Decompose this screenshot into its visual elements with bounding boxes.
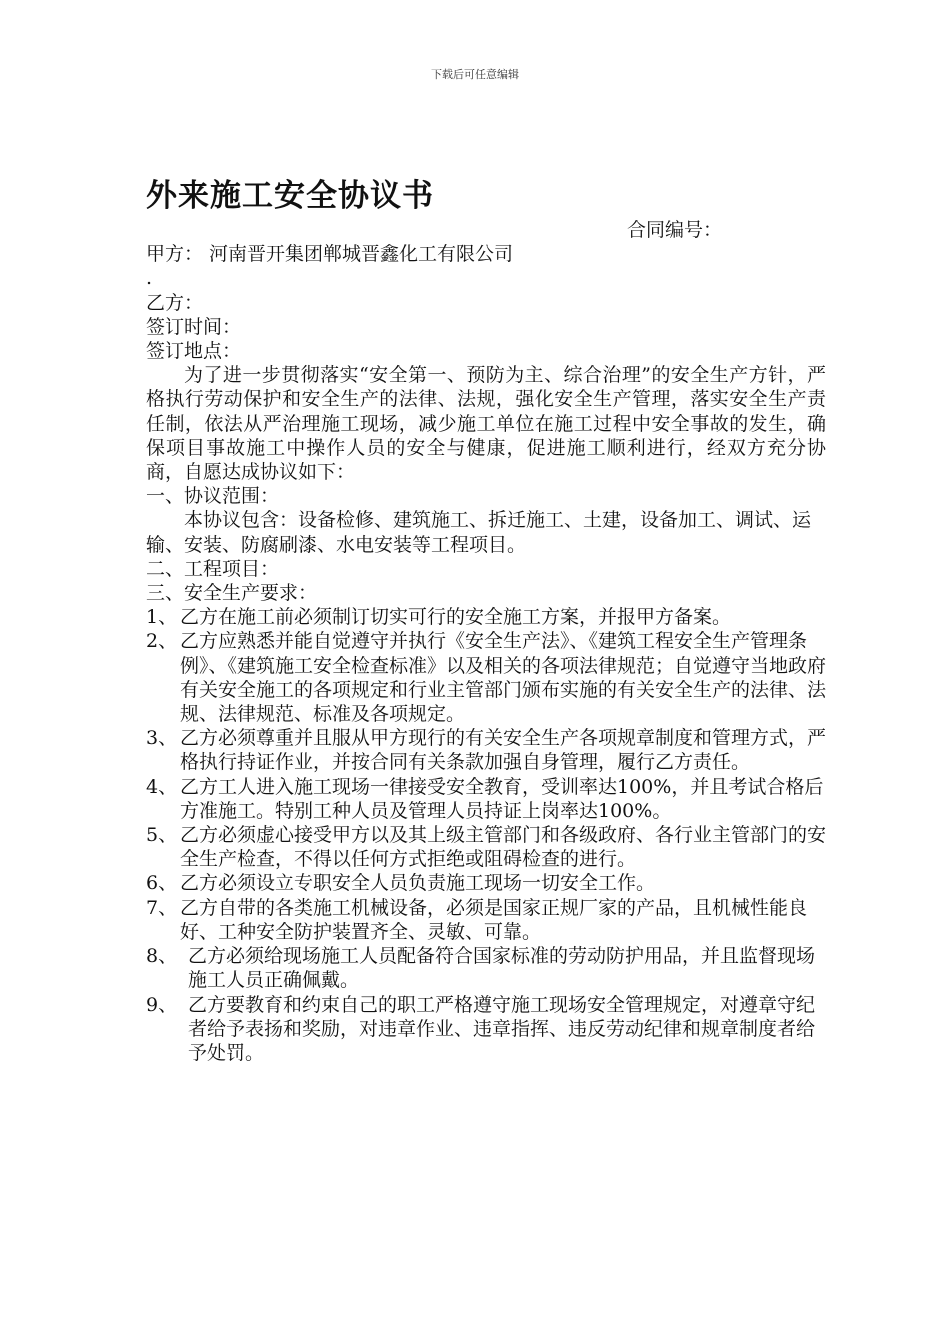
list-item — [146, 775, 826, 823]
stray-dot: . — [146, 267, 153, 290]
list-item-text: 乙方必须尊重并且服从甲方现行的有关安全生产各项规章制度和管理方式，严格执行持证作业，并按合同有关条款加强自身管理，履行乙方责任。 — [180, 727, 827, 774]
list-item-number: 5、 — [146, 824, 178, 847]
list-item — [146, 726, 826, 774]
list-item — [146, 944, 826, 992]
section-1-body: 本协议包含：设备检修、建筑施工、拆迁施工、土建，设备加工、调试、运输、安装、防腐刷漆、水电安装等工程项目。 — [146, 509, 812, 556]
list-item — [146, 993, 826, 1066]
list-item-number: 9、 — [146, 993, 178, 1016]
intro-paragraph: 为了进一步贯彻落实“安全第一、预防为主、综合治理”的安全生产方针，严格执行劳动保护和安全生产的法律、法规，强化安全生产管理，落实安全生产责任制，依法从严治理施工现场，减少施工单位在施工过程中安全事故的发生，确保项目事故施工中操作人员的安全与健康，促进施工顺利进行，经双方充分协商，自愿达成协议如下： — [146, 364, 826, 484]
requirements-list — [146, 605, 826, 1065]
list-item-text: 乙方应熟悉并能自觉遵守并执行《安全生产法》、《建筑工程安全生产管理条例》、《建筑施工安全检查标准》以及相关的各项法律规范；自觉遵守当地政府有关安全施工的各项规定和行业主管部门颁布实施的有关安全生产的法律、法规、法律规范、标准及各项规定。 — [180, 630, 827, 726]
party-b-line: 乙方： — [146, 291, 204, 314]
list-item-number: 1、 — [146, 606, 178, 629]
list-item-text: 乙方必须设立专职安全人员负责施工现场一切安全工作。 — [180, 872, 656, 895]
list-item — [146, 896, 826, 944]
list-item-number: 8、 — [146, 945, 178, 968]
list-item-number: 3、 — [146, 727, 178, 750]
list-item — [146, 871, 826, 895]
list-item — [146, 823, 826, 871]
list-item-number: 7、 — [146, 896, 178, 919]
contract-number-label: 合同编号： — [626, 219, 722, 241]
list-item — [146, 629, 826, 726]
section-1-heading: 一、协议范围： — [146, 485, 280, 508]
list-item-text: 乙方要教育和约束自己的职工严格遵守施工现场安全管理规定，对遵章守纪者给予表扬和奖励，对违章作业、违章指挥、违反劳动纪律和规章制度者给予处罚。 — [188, 993, 816, 1064]
document-body — [146, 174, 826, 1065]
list-item-text: 乙方工人进入施工现场一律接受安全教育，受训率达100%，并且考试合格后方准施工。特别工种人员及管理人员持证上岗率达100%。 — [180, 775, 824, 822]
sign-time-line: 签订时间： — [146, 315, 242, 338]
list-item-number: 6、 — [146, 872, 178, 895]
list-item — [146, 605, 826, 629]
sign-place-line: 签订地点： — [146, 340, 242, 363]
list-item-text: 乙方必须虚心接受甲方以及其上级主管部门和各级政府、各行业主管部门的安全生产检查，不得以任何方式拒绝或阻碍检查的进行。 — [180, 824, 827, 871]
section-3-heading: 三、安全生产要求： — [146, 582, 318, 605]
list-item-text: 乙方在施工前必须制订切实可行的安全施工方案，并报甲方备案。 — [180, 606, 732, 629]
list-item-number: 2、 — [146, 630, 178, 653]
list-item-number: 4、 — [146, 775, 178, 798]
list-item-text: 乙方自带的各类施工机械设备，必须是国家正规厂家的产品，且机械性能良好、工种安全防护装置齐全、灵敏、可靠。 — [180, 896, 808, 943]
page-header-note: 下载后可任意编辑 — [431, 68, 519, 81]
list-item-text: 乙方必须给现场施工人员配备符合国家标准的劳动防护用品，并且监督现场施工人员正确佩戴。 — [188, 945, 816, 992]
section-2-heading: 二、工程项目： — [146, 557, 280, 580]
document-title: 外来施工安全协议书 — [146, 178, 434, 214]
party-a-line: 甲方： 河南晋开集团郸城晋鑫化工有限公司 — [146, 243, 514, 266]
